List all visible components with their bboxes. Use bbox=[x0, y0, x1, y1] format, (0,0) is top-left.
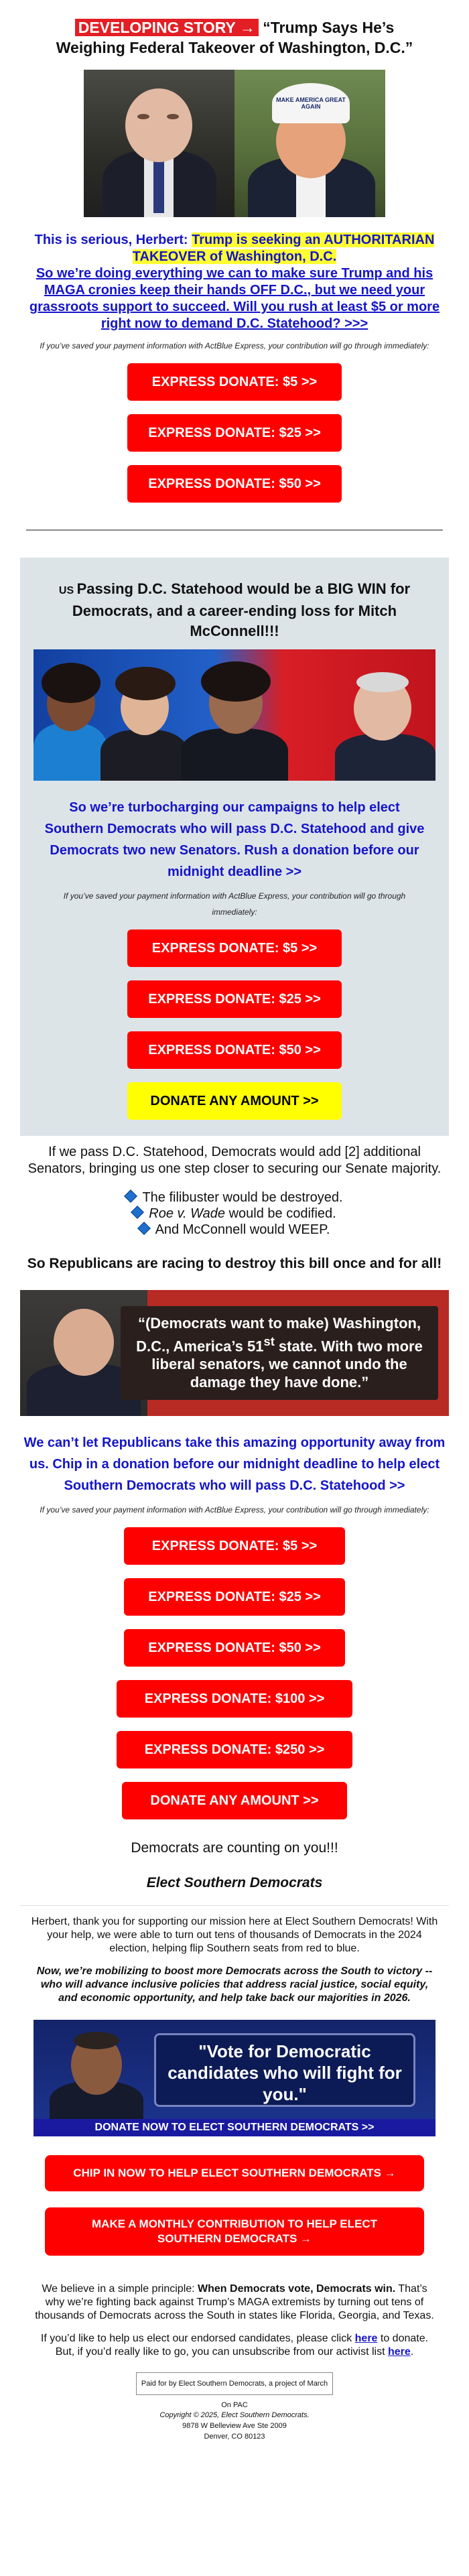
bottom-donate-buttons bbox=[0, 1518, 469, 1819]
bottom-express-donate-25-button[interactable]: EXPRESS DONATE: $25 >> bbox=[124, 1578, 345, 1616]
bottom-express-donate-50-button[interactable]: EXPRESS DONATE: $50 >> bbox=[124, 1629, 345, 1667]
diamond-icon bbox=[131, 1206, 144, 1219]
gray-express-note: If you’ve saved your payment information with ActBlue Express, your contribution will go through immediately: bbox=[63, 891, 406, 917]
copyright-text: Copyright © 2025, Elect Southern Democrats. bbox=[159, 2411, 310, 2419]
express-donate-50-button[interactable]: EXPRESS DONATE: $50 >> bbox=[127, 465, 342, 503]
hat-text: MAKE AMERICA GREAT AGAIN bbox=[276, 96, 346, 110]
chip-in-elect-button[interactable]: CHIP IN NOW TO HELP ELECT SOUTHERN DEMOCRATS → bbox=[45, 2155, 424, 2191]
unsubscribe-paragraph: If you’d like to help us elect our endorsed candidates, please click here to donate. But, if you’d really like to go, you can unsubscribe from our activist list here. bbox=[40, 2333, 429, 2358]
developing-story-tag: DEVELOPING STORY → bbox=[75, 19, 259, 36]
gray-donate-any-amount-button[interactable]: DONATE ANY AMOUNT >> bbox=[127, 1082, 342, 1120]
mcconnell-quote-banner[interactable] bbox=[20, 1290, 449, 1416]
org-name: Elect Southern Democrats bbox=[146, 1875, 323, 1890]
gray-donate-buttons bbox=[20, 920, 449, 1120]
top-donate-buttons bbox=[0, 354, 469, 503]
gray-express-donate-5-button[interactable]: EXPRESS DONATE: $5 >> bbox=[127, 929, 342, 967]
diamond-icon bbox=[125, 1189, 138, 1203]
express-donate-5-button[interactable]: EXPRESS DONATE: $5 >> bbox=[127, 363, 342, 401]
unsubscribe-here-link[interactable]: here bbox=[387, 2346, 411, 2358]
intro-lead: This is serious, Herbert: bbox=[34, 233, 192, 247]
express-donate-25-button[interactable]: EXPRESS DONATE: $25 >> bbox=[127, 414, 342, 452]
bottom-express-donate-100-button[interactable]: EXPRESS DONATE: $100 >> bbox=[117, 1680, 352, 1718]
chip-in-paragraph bbox=[0, 1416, 469, 1496]
bullet-mcconnell: And McConnell would WEEP. bbox=[0, 1222, 469, 1238]
bottom-express-donate-5-button[interactable]: EXPRESS DONATE: $5 >> bbox=[124, 1527, 345, 1565]
obama-donate-strip[interactable]: DONATE NOW TO ELECT SOUTHERN DEMOCRATS >> bbox=[34, 2119, 436, 2136]
address-line1: 9878 W Belleview Ave Ste 2009 bbox=[182, 2422, 287, 2430]
mcconnell-photo bbox=[84, 70, 234, 217]
obama-photo bbox=[43, 2028, 143, 2122]
bottom-express-donate-250-button[interactable]: EXPRESS DONATE: $250 >> bbox=[117, 1731, 352, 1768]
turbocharging-link[interactable]: So we’re turbocharging our campaigns to help elect Southern Democrats who will pass D.C. Statehood and give Democrats two new Senators. Rush a donation before our midnight deadline >> bbox=[44, 800, 425, 879]
intro-highlight: Trump is seeking an AUTHORITARIAN TAKEOVER of Washington, D.C. bbox=[132, 233, 435, 264]
statehood-title bbox=[20, 567, 449, 641]
hero-image[interactable] bbox=[84, 70, 385, 217]
chip-in-link[interactable]: We can’t let Republicans take this amazing opportunity away from us. Chip in a donation before our midnight deadline to help elect Southern Democrats who will pass D.C. Statehood >> bbox=[23, 1435, 446, 1493]
mobilizing-paragraph: Now, we’re mobilizing to boost more Democrats across the South to victory -- who will advance inclusive policies that address racial justice, social equity, and economic opportunity, and help take back our majorities in 2026. bbox=[36, 1966, 433, 2004]
bullet-roe: Roe v. Wade would be codified. bbox=[0, 1206, 469, 1222]
address-line2: Denver, CO 80123 bbox=[204, 2433, 265, 2441]
statehood-title-text: Passing D.C. Statehood would be a BIG WIN for Democrats, and a career-ending loss for Mitch McConnell!!! bbox=[72, 580, 411, 639]
intro-paragraph bbox=[0, 217, 469, 332]
gray-express-donate-25-button[interactable]: EXPRESS DONATE: $25 >> bbox=[127, 980, 342, 1018]
headline-line2: Weighing Federal Takeover of Washington, D.C.” bbox=[56, 39, 413, 56]
section-divider bbox=[26, 529, 443, 531]
trump-photo bbox=[234, 70, 385, 217]
benefit-bullets bbox=[0, 1177, 469, 1238]
monthly-contribution-button[interactable]: MAKE A MONTHLY CONTRIBUTION TO HELP ELECT SOUTHERN DEMOCRATS → bbox=[45, 2207, 424, 2256]
statehood-section bbox=[20, 558, 449, 1136]
turbocharging-paragraph bbox=[20, 781, 449, 883]
bottom-donate-any-amount-button[interactable]: DONATE ANY AMOUNT >> bbox=[122, 1782, 347, 1819]
thanks-paragraph: Herbert, thank you for supporting our mission here at Elect Southern Democrats! With your help, we were able to turn out tens of thousands of Democrats in the 2024 election, helping flip Southern seats from red to blue. bbox=[31, 1916, 438, 1954]
us-prefix: US bbox=[58, 585, 77, 596]
bottom-express-note: If you’ve saved your payment information with ActBlue Express, your contribution will go through immediately: bbox=[40, 1505, 429, 1515]
bullet-filibuster: The filibuster would be destroyed. bbox=[0, 1189, 469, 1206]
counting-on-you: Democrats are counting on you!!! bbox=[131, 1840, 338, 1856]
republicans-paragraph: So Republicans are racing to destroy this bill once and for all! bbox=[27, 1256, 442, 1271]
obama-quote: "Vote for Democratic candidates who will fight for you." bbox=[154, 2033, 415, 2107]
mcconnell-quote: “(Democrats want to make) Washington, D.C., America’s 51st state. With two more liberal senators, we cannot undo the damage they have done.” bbox=[121, 1306, 438, 1400]
donate-here-link[interactable]: here bbox=[354, 2333, 378, 2344]
democrats-group-photo[interactable] bbox=[34, 649, 436, 781]
obama-banner[interactable] bbox=[34, 2020, 436, 2136]
headline-line1: “Trump Says He’s bbox=[263, 19, 395, 36]
diamond-icon bbox=[137, 1222, 151, 1235]
paid-for-disclaimer: Paid for by Elect Southern Democrats, a project of March On PAC bbox=[136, 2372, 333, 2395]
statehood-benefit-paragraph: If we pass D.C. Statehood, Democrats would add [2] additional Senators, bringing us one step closer to securing our Senate majority. bbox=[27, 1145, 442, 1176]
express-note: If you’ve saved your payment information with ActBlue Express, your contribution will go through immediately: bbox=[40, 341, 429, 350]
principle-paragraph: We believe in a simple principle: When Democrats vote, Democrats win. That’s why we’re fighting back against Trump’s MAGA extremists by turning out tens of thousands of Democrats across the South in states like Florida, Georgia, and Texas. bbox=[35, 2283, 434, 2321]
gray-express-donate-50-button[interactable]: EXPRESS DONATE: $50 >> bbox=[127, 1031, 342, 1069]
intro-donate-link[interactable]: So we’re doing everything we can to make sure Trump and his MAGA cronies keep their hands OFF D.C., but we need your grassroots support to succeed. Will you rush at least $5 or more right now to demand D.C. Statehood? >>> bbox=[29, 266, 440, 331]
headline bbox=[0, 0, 469, 58]
